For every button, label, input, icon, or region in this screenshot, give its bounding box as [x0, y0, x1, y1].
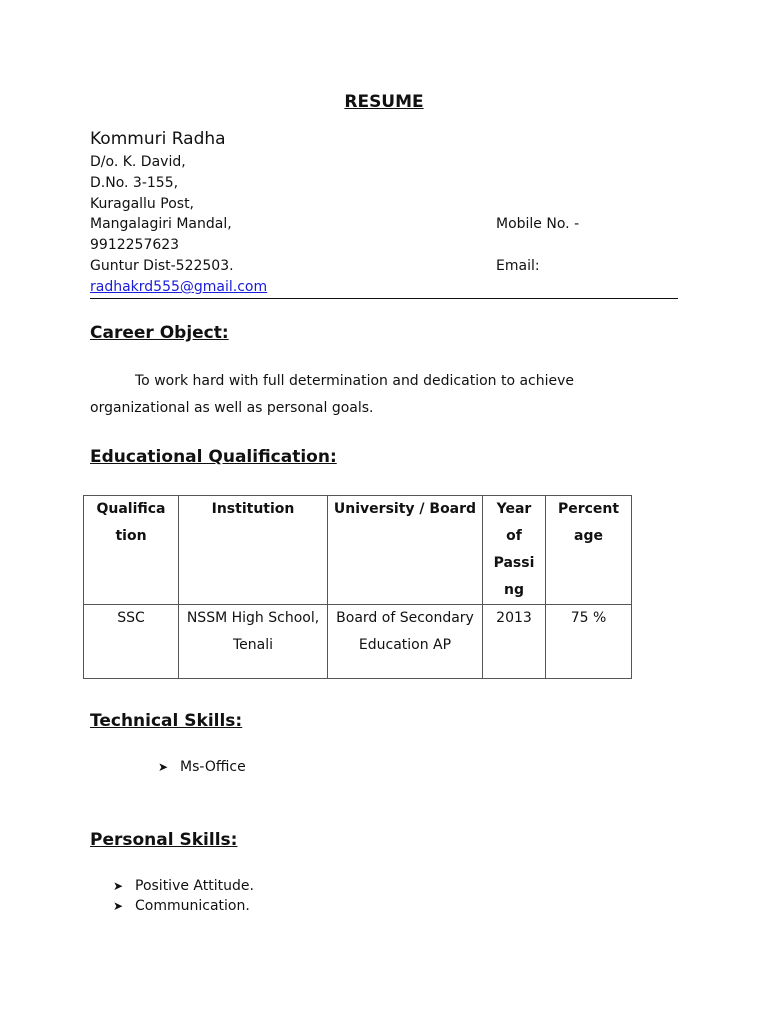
list-item — [113, 878, 254, 894]
cell-percentage: 75 % — [546, 605, 632, 679]
header-divider — [90, 298, 678, 299]
column-header-percentage: Percent age — [546, 496, 632, 605]
address-line-2: D.No. 3-155, — [90, 175, 179, 191]
personal-skill-label: Communication. — [135, 898, 250, 914]
career-heading: Career Object: — [90, 323, 229, 343]
table-row — [84, 605, 632, 679]
column-header-qualification: Qualifica tion — [84, 496, 179, 605]
cell-institution: NSSM High School, Tenali — [179, 605, 328, 679]
list-item — [113, 898, 250, 914]
arrow-bullet-icon: ➤ — [113, 879, 124, 893]
career-text: To work hard with full determination and dedication to achieve organizational as well as personal goals. — [90, 373, 575, 416]
column-header-institution: Institution — [179, 496, 328, 605]
address-line-4: Mangalagiri Mandal, — [90, 216, 232, 232]
technical-skill-label: Ms-Office — [180, 759, 246, 775]
email-link[interactable]: radhakrd555@gmail.com — [90, 279, 268, 295]
column-header-university: University / Board — [328, 496, 483, 605]
cell-year: 2013 — [483, 605, 546, 679]
personal-skill-label: Positive Attitude. — [135, 878, 254, 894]
technical-heading: Technical Skills: — [90, 711, 243, 731]
personal-heading: Personal Skills: — [90, 830, 238, 850]
candidate-name: Kommuri Radha — [90, 129, 226, 149]
resume-title: RESUME — [344, 92, 424, 112]
education-table — [83, 495, 632, 679]
arrow-bullet-icon: ➤ — [158, 760, 169, 774]
address-line-6: Guntur Dist-522503. — [90, 258, 234, 274]
address-line-1: D/o. K. David, — [90, 154, 186, 170]
table-header-row — [84, 496, 632, 605]
email-label: Email: — [496, 258, 540, 274]
cell-university: Board of Secondary Education AP — [328, 605, 483, 679]
mobile-number: 9912257623 — [90, 237, 180, 253]
address-line-3: Kuragallu Post, — [90, 196, 195, 212]
cell-qualification: SSC — [84, 605, 179, 679]
education-heading: Educational Qualification: — [90, 447, 337, 467]
list-item — [158, 759, 246, 775]
mobile-label: Mobile No. - — [496, 216, 580, 232]
arrow-bullet-icon: ➤ — [113, 899, 124, 913]
column-header-year: Year of Passi ng — [483, 496, 546, 605]
